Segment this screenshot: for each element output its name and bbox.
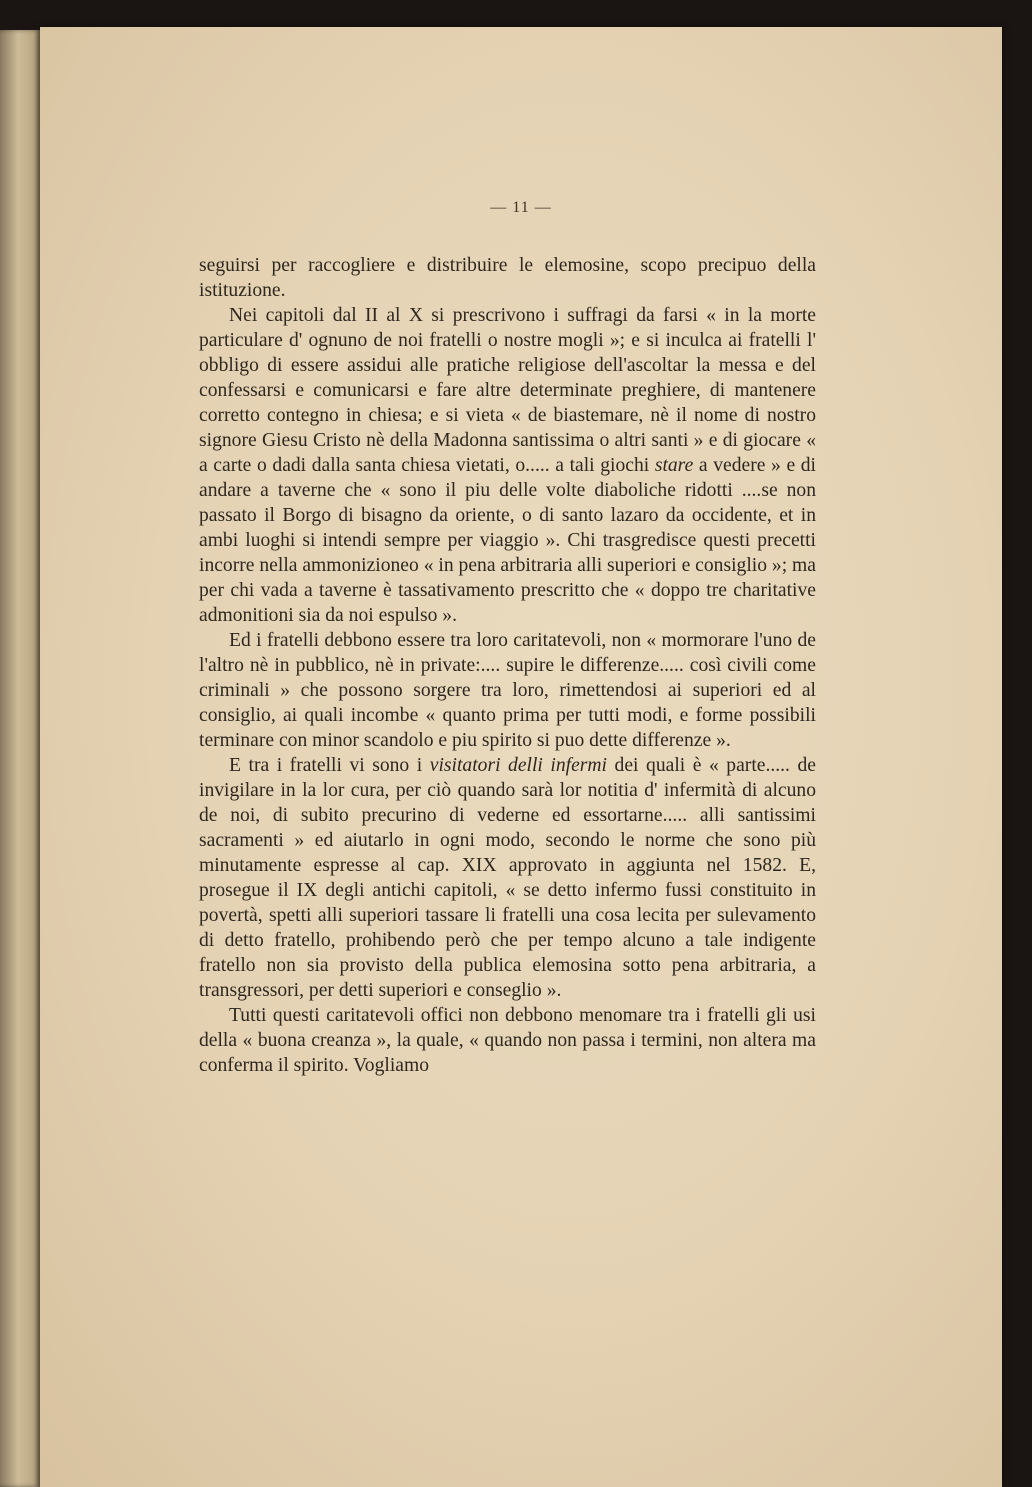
- italic-phrase: visitatori delli infermi: [429, 755, 608, 776]
- paragraph-text: degli antichi capitoli, « se detto infermo fussi constituito in povertà, spetti alli superiori tassare li fratelli una cosa lecita per sulevamento di detto fratello, prohibendo però che per tempo alcuno a tale indigente fratello non sia provisto della publica elemosina sotto pena arbitraria, a transgressori, per detti superiori e conseglio ».: [199, 880, 816, 1001]
- page-number: — 11 —: [490, 199, 552, 216]
- paragraph-text: seguirsi per raccogliere e distribuire le elemosine, scopo precipuo della istituzione.: [199, 255, 816, 301]
- paragraph: [199, 253, 816, 303]
- roman-numeral: II: [364, 305, 379, 326]
- roman-numeral: IX: [296, 880, 318, 901]
- italic-word: stare: [654, 455, 694, 476]
- paragraph-text: dei quali è « parte..... de invigilare in la lor cura, per ciò quando sarà lor notitia d' infermità di alcuno de noi, di subito precurino di vederne ed essortarne..... alli santissimi sacramenti » ed aiutarlo in ogni modo, secondo le norme che sono più minutamente espresse al cap.: [199, 755, 816, 876]
- paragraph-text: Nei capitoli dal: [229, 305, 365, 326]
- roman-numeral: X: [408, 305, 423, 326]
- paragraph-text: Tutti questi caritatevoli offici non debbono menomare tra i fratelli gli usi della « buona creanza », la quale, « quando non passa i termini, non altera ma conferma il spirito. Vogliamo: [199, 1005, 816, 1076]
- paragraph: [199, 753, 816, 1003]
- roman-numeral: XIX: [461, 855, 497, 876]
- paragraph: [199, 1003, 816, 1078]
- paragraph-text: E tra i fratelli vi sono i: [229, 755, 430, 776]
- paragraph-text: si prescrivono i suffragi da farsi « in la morte particulare d' ognuno de noi fratelli o nostre mogli »; e si inculca ai fratelli l' obbligo di essere assidui alle pratiche religiose dell'ascoltar la messa e del confessarsi e comunicarsi e fare altre determinate preghiere, di mantenere corretto contegno in chiesa; e si vieta « de biastemare, nè il nome di nostro signore Giesu Cristo nè della Madonna santissima o altri santi » e di giocare « a carte o dadi dalla santa chiesa vietati, o..... a tali giochi: [199, 305, 817, 476]
- paragraph-text: al: [378, 305, 409, 326]
- text-body: [199, 253, 816, 1078]
- paragraph: [199, 303, 816, 628]
- book-page: [40, 27, 1002, 1487]
- book-page-edge: [0, 30, 40, 1487]
- paragraph: [199, 628, 816, 753]
- paragraph-text: Ed i fratelli debbono essere tra loro caritatevoli, non « mormorare l'uno de l'altro nè in pubblico, nè in private:.... supire le differenze..... così civili come criminali » che possono sorgere tra loro, rimettendosi ai superiori ed al consiglio, ai quali incombe « quanto prima per tutti modi, e forme possibili terminare con minor scandolo e piu spirito si puo dette differenze ».: [199, 630, 816, 751]
- paragraph-text: approvato in aggiunta nel 1582. E, prosegue il: [199, 855, 816, 901]
- paragraph-text: a vedere » e di andare a taverne che « sono il piu delle volte diaboliche ridotti ....se non passato il Borgo di bisagno da oriente, o di santo lazaro da occidente, et in ambi luoghi si intendi sempre per viaggio ». Chi trasgredisce questi precetti incorre nella ammonizioneo « in pena arbitraria alli superiori e consiglio »; ma per chi vada a taverne è tassativamento prescritto che « doppo tre charitative admonitioni sia da noi espulso ».: [199, 455, 816, 626]
